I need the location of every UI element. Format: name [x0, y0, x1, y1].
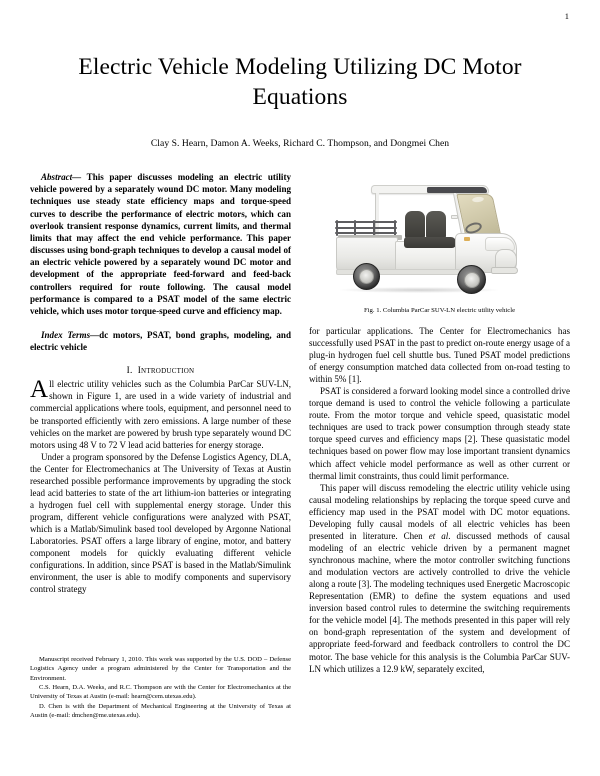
introduction-paragraph-2: Under a program sponsored by the Defense Logistics Agency, DLA, the Center for Electromechanics at The University of Texas at Austin researched possible performance improvements by upgrading the stock lead acid batteries to state of the art lithium-ion batteries or integrating a hydrogen fuel cell with supplemental energy storage. Under this program, different vehicle configurations were analyzed with PSAT, which is a Matlab/Simulink based tool developed by Argonne National Laboratories. PSAT offers a large library of engine, motor, and battery component models for quickly evaluating different vehicle configurations. In addition, since PSAT is based in the Matlab/Simulink environment, the user is able to modify components and supervisory control strategy: [30, 451, 291, 595]
introduction-paragraph-1-text: ll electric utility vehicles such as the Columbia ParCar SUV-LN, shown in Figure 1, are used in a wide variety of industrial and commercial applications where tools, equipment, and personnel need to be transported efficiently with zero emissions. A large number of these vehicles on the market are powered by brush type separately wound DC motors using 48 V to 72 V lead acid batteries for energy storage.: [30, 379, 291, 450]
right-column: [309, 171, 570, 675]
abstract-paragraph: [30, 171, 291, 317]
right-column-paragraph-3-part1: This paper will discuss remodeling the electric utility vehicle using causal modeling relationships by replacing the torque speed curve and efficiency map used in the PSAT model with DC motor equations. Developing fully causal models of all electric vehicles has been presented in literature. Chen: [309, 482, 570, 541]
figure-1: [309, 171, 570, 316]
footnote-line-1: Manuscript received February 1, 2010. This work was supported by the U.S. DOD – Defense Logistics Agency under a program administered by the Center for Transportation and the Environment.: [30, 656, 291, 682]
vehicle-photo: [309, 171, 570, 302]
footnote-line-2: C.S. Hearn, D.A. Weeks, and R.C. Thompson are with the Center for Electromechanics at the University of Texas at Austin (e-mail: hearn@cem.utexas.edu).: [30, 684, 291, 701]
right-column-paragraph-2: PSAT is considered a forward looking model since a controlled drive torque demand is used to control the vehicle following a particulate route. From the motor torque and vehicle speed, quasistatic model techniques are used to track power consumption through steady state torque speed curves and efficiency maps [2]. These quasistatic model techniques based on power flow may lose important transient dynamics which affect vehicle model performance as well as other current or thermal limit constraints, thus could limit performance.: [309, 386, 570, 481]
page-title: Electric Vehicle Modeling Utilizing DC Motor Equations: [78, 54, 522, 111]
index-terms-paragraph: [30, 329, 291, 353]
abstract-label: Abstract—: [41, 172, 82, 183]
vehicle-mirror: [451, 215, 458, 219]
vehicle-bumper: [491, 267, 518, 274]
vehicle-turn-signal: [464, 237, 470, 241]
vehicle-bed-rail: [335, 227, 397, 229]
right-column-paragraph-3: [309, 482, 570, 675]
right-column-paragraph-3-part2: . discussed methods of causal modeling of an electric vehicle driven by a permanent magnet synchronous machine, where the motor controller switching functions and modulation vectors are actively controlled to drive the vehicle along a route [3]. The modeling techniques used Energetic Macroscopic Representation (EMR) to define the system equations and used inversion based control rules to determine the switching requirements for the vehicle model [4]. The methods presented in this paper will rely on bond-graph representation of the system and development of appropriate feed-forward and feedback controllers to control the DC motor. The base vehicle for this analysis is the Columbia ParCar SUV-LN which utilizes a 12.9 kW, separately excited,: [309, 530, 570, 674]
abstract-text: This paper discusses modeling an electric utility vehicle powered by a separately wound DC motor. Many modeling techniques use steady state efficiency maps and torque-speed curves to describe the performance of electric motors, which can overlook transient response dynamics, current limits, and thermal limits that may affect the end vehicle performance. This paper discusses using bond-graph techniques to develop a causal model of an electric vehicle powered by a separately wound DC motor and development of the appropriate feed-forward and feed-back controllers required for route following. The causal model performance is compared to a PSAT model of the same electric vehicle, which uses motor torque-speed curve and efficiency map.: [30, 172, 291, 316]
footnote-line-3: D. Chen is with the Department of Mechanical Engineering at the University of Texas at Austin (e-mail: dmchen@me.utexas.edu).: [30, 702, 291, 720]
vehicle-seat-back-right: [426, 211, 446, 239]
footnote-block: [30, 655, 291, 721]
latin-abbreviation: et al: [428, 530, 449, 541]
author-list: Clay S. Hearn, Damon A. Weeks, Richard C. Thompson, and Dongmei Chen: [150, 138, 450, 150]
vehicle-bed-rail: [335, 221, 397, 223]
figure-caption: Fig. 1. Columbia ParCar SUV-LN electric utility vehicle: [363, 307, 516, 315]
index-terms-text: dc motors, PSAT, bond graphs, modeling, and electric vehicle: [30, 329, 291, 352]
body-columns: [30, 171, 570, 675]
left-column: [30, 171, 291, 595]
section-numeral: I.: [126, 365, 133, 376]
vehicle-bed-rail: [335, 232, 397, 234]
vehicle-roof-panel: [427, 187, 487, 193]
vehicle-seat-base: [404, 237, 456, 248]
vehicle-seat-back-left: [405, 211, 425, 239]
index-terms-label: Index Terms—: [41, 329, 100, 340]
section-heading-introduction: [30, 366, 291, 376]
title-block: [30, 52, 570, 149]
page-number: 1: [564, 11, 569, 21]
drop-cap: A: [30, 376, 49, 404]
introduction-paragraph-1: [30, 378, 291, 450]
section-title: Introduction: [137, 365, 195, 376]
right-column-paragraph-1: for particular applications. The Center for Electromechanics has successfully used PSAT in the past to predict on-route energy usage of a plug-in hydrogen fuel cell shuttle bus. Tuned PSAT model predictions of energy consumption matched data collected from on-road testing to within 5% [1].: [309, 325, 570, 385]
